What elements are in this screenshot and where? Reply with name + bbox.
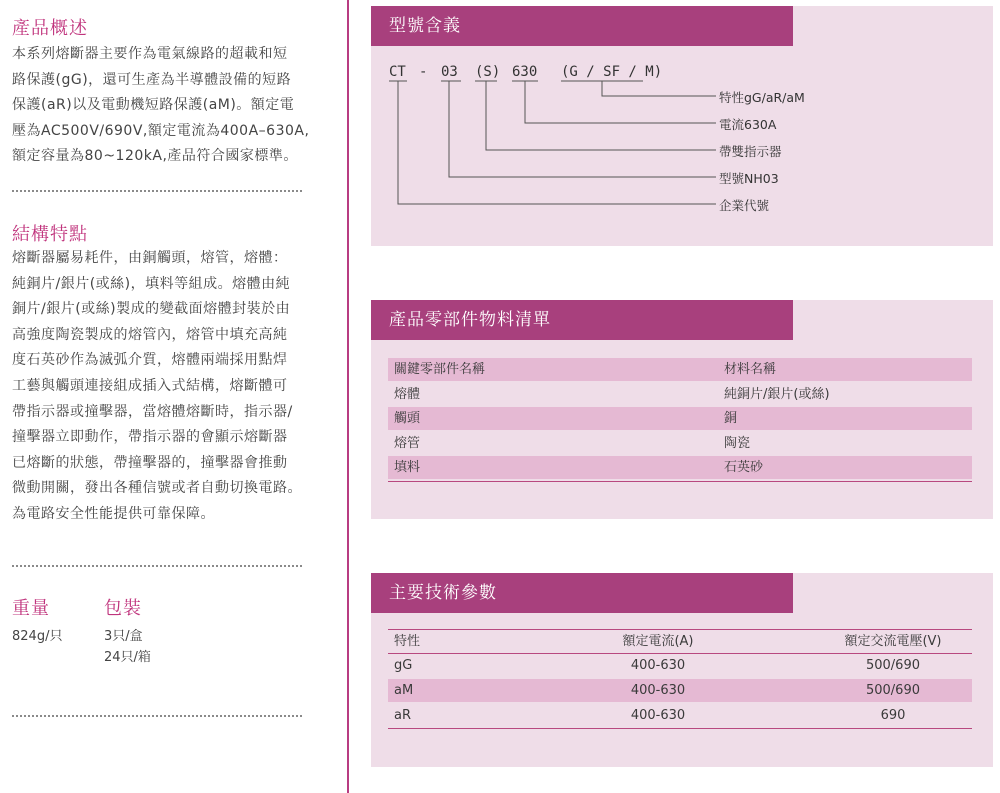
table-row xyxy=(388,432,972,455)
code-current: 630 xyxy=(512,64,538,80)
specs-header-current: 額定電流(A) xyxy=(622,634,694,649)
model-panel xyxy=(371,6,993,246)
parts-header-material: 材料名稱 xyxy=(724,362,777,377)
code-ct: CT xyxy=(389,64,406,80)
structure-line: 撞擊器立即動作，帶指示器的會顯示熔斷器 xyxy=(12,429,288,446)
overview-line: 路保護(gG)，還可生產為半導體設備的短路 xyxy=(12,71,292,88)
specs-title-bar: 主要技術參數 xyxy=(371,573,793,613)
weight-value: 824g/只 xyxy=(12,629,63,644)
spec-type: aM xyxy=(394,683,414,698)
spec-type: gG xyxy=(394,658,413,673)
divider xyxy=(12,715,302,717)
table-row xyxy=(388,704,972,727)
structure-heading: 結構特點 xyxy=(12,224,88,245)
structure-paragraph xyxy=(12,246,310,528)
overview-paragraph xyxy=(12,42,310,170)
spec-type: aR xyxy=(394,708,411,723)
label-model: 型號NH03 xyxy=(719,171,779,186)
structure-line: 銅片/銀片(或絲)製成的變截面熔體封裝於由 xyxy=(12,301,291,318)
overview-heading: 產品概述 xyxy=(12,18,88,39)
structure-line: 帶指示器或撞擊器，當熔體熔斷時，指示器/ xyxy=(12,403,293,420)
part-material: 銅 xyxy=(724,411,738,426)
overview-line: 壓為AC500V/690V,額定電流為400A–630A, xyxy=(12,122,310,139)
structure-line: 熔斷器屬易耗件，由銅觸頭，熔管，熔體： xyxy=(12,250,288,266)
code-characteristic: (G / SF / M) xyxy=(561,64,663,80)
part-name: 觸頭 xyxy=(394,411,421,426)
spec-voltage: 690 xyxy=(880,708,906,723)
package-values xyxy=(104,626,151,668)
table-row xyxy=(388,654,972,677)
overview-line: 保護(aR)以及電動機短路保護(aM)。額定電 xyxy=(12,97,295,114)
overview-line: 本系列熔斷器主要作為電氣線路的超載和短 xyxy=(12,46,288,62)
part-name: 熔體 xyxy=(394,387,421,402)
table-row xyxy=(388,383,972,406)
spec-current: 400-630 xyxy=(630,658,686,673)
parts-header-name: 關鍵零部件名稱 xyxy=(394,362,486,377)
part-material: 石英砂 xyxy=(724,460,764,475)
package-heading: 包裝 xyxy=(104,598,142,619)
label-characteristic: 特性gG/aR/aM xyxy=(719,90,805,105)
table-bottom-rule xyxy=(388,728,972,729)
divider xyxy=(12,190,302,192)
label-indicator: 帶雙指示器 xyxy=(719,144,782,159)
package-line: 3只/盒 xyxy=(104,629,143,644)
label-company: 企業代號 xyxy=(719,198,770,213)
spec-current: 400-630 xyxy=(630,683,686,698)
structure-line: 微動開關，發出各種信號或者自動切換電路。 xyxy=(12,480,302,497)
part-name: 填料 xyxy=(394,460,421,475)
parts-title-bar: 產品零部件物料清單 xyxy=(371,300,793,340)
column-divider xyxy=(347,0,349,793)
table-row xyxy=(388,679,972,702)
spec-voltage: 500/690 xyxy=(865,683,920,698)
part-name: 熔管 xyxy=(394,436,421,451)
specs-header-type: 特性 xyxy=(394,634,421,649)
parts-header-row xyxy=(388,358,972,381)
spec-current: 400-630 xyxy=(630,708,686,723)
code-dash: - xyxy=(419,64,428,80)
table-row xyxy=(388,407,972,430)
divider xyxy=(12,565,302,567)
table-row xyxy=(388,456,972,479)
model-connector-lines xyxy=(371,6,993,246)
structure-line: 度石英砂作為滅弧介質，熔體兩端採用點焊 xyxy=(12,352,288,369)
spec-voltage: 500/690 xyxy=(865,658,920,673)
model-title-bar: 型號含義 xyxy=(371,6,793,46)
label-current: 電流630A xyxy=(719,117,777,132)
structure-line: 高強度陶瓷製成的熔管內，熔管中填充高純 xyxy=(12,326,288,343)
code-model: 03 xyxy=(441,64,458,80)
specs-panel xyxy=(371,573,993,767)
overview-line: 額定容量為80~120kA,產品符合國家標準。 xyxy=(12,148,298,165)
structure-line: 為電路安全性能提供可靠保障。 xyxy=(12,505,215,522)
structure-line: 已熔斷的狀態，帶撞擊器的，撞擊器會推動 xyxy=(12,454,288,471)
part-material: 純銅片/銀片(或絲) xyxy=(724,387,830,402)
code-indicator: (S) xyxy=(475,64,501,80)
structure-line: 工藝與觸頭連接組成插入式結構，熔斷體可 xyxy=(12,377,288,394)
specs-header-row xyxy=(388,630,972,653)
parts-panel xyxy=(371,300,993,519)
structure-line: 純銅片/銀片(或絲)，填料等組成。熔體由純 xyxy=(12,275,291,292)
specs-header-voltage: 額定交流電壓(V) xyxy=(844,634,942,649)
part-material: 陶瓷 xyxy=(724,436,751,451)
package-line: 24只/箱 xyxy=(104,650,151,665)
weight-heading: 重量 xyxy=(12,598,50,619)
table-bottom-rule xyxy=(388,481,972,482)
